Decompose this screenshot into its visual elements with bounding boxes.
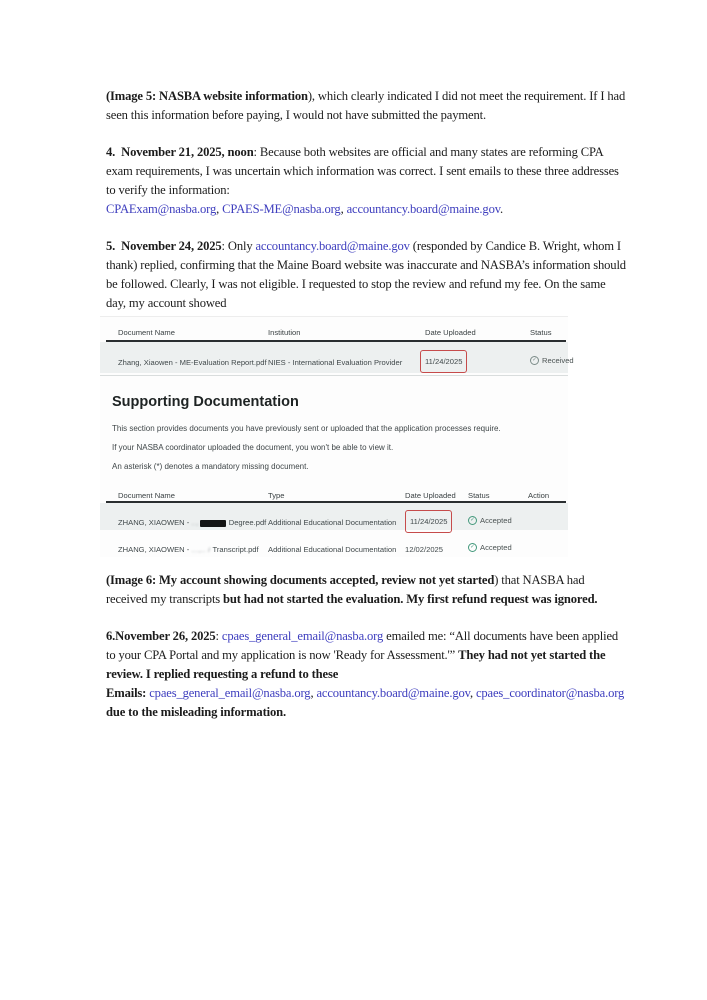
black-redaction-bar xyxy=(200,520,226,527)
email-link[interactable]: CPAExam@nasba.org xyxy=(106,202,217,216)
document-body xyxy=(106,87,626,740)
section-divider xyxy=(100,375,568,376)
document-name-text: Degree.pdf xyxy=(226,518,267,527)
text-segment: 4. November 21, 2025, noon xyxy=(106,145,254,159)
date-uploaded-cell: 11/24/2025 xyxy=(420,350,467,373)
email-link[interactable]: accountancy.board@maine.gov xyxy=(316,686,470,700)
text-segment: ), which clearly indicated I did not meet the requirement. If I had seen this information before paying, I would not have submitted the payment. xyxy=(106,89,626,122)
date-uploaded-cell: 11/24/2025 xyxy=(405,510,452,533)
account-screenshot xyxy=(100,316,574,557)
text-segment: They had not yet started the review. I replied requesting a refund to these xyxy=(106,648,606,681)
text-segment: , xyxy=(310,686,317,700)
status-cell xyxy=(468,538,512,557)
text-segment: emailed me: “All documents have been applied to your CPA Portal and my application is now 'Ready for Assessment.'” xyxy=(106,629,619,662)
type-cell: Additional Educational Documentation xyxy=(268,518,397,527)
type-cell: Additional Educational Documentation xyxy=(268,545,397,554)
check-circle-icon xyxy=(530,356,539,365)
text-segment: ) that NASBA had received my transcripts xyxy=(106,573,585,606)
text-segment: , xyxy=(216,202,223,216)
paragraphs-top xyxy=(106,87,626,313)
text-segment: (responded by Candice B. Wright, whom I thank) replied, confirming that the Maine Board website was inaccurate and NASBA’s information should be followed. Clearly, I was not eligible. I requested to stop the review and refund my fee. On the same day, my account showed xyxy=(106,239,626,310)
text-segment: , xyxy=(340,202,347,216)
para-item-6 xyxy=(106,627,626,722)
text-segment: Emails: xyxy=(106,686,147,700)
text-segment: : Because both websites are official and many states are reforming CPA exam requirements, I was uncertain which information was correct. I sent emails to these three addresses to verify the information: xyxy=(106,145,619,197)
email-link[interactable]: accountancy.board@maine.gov xyxy=(346,202,501,216)
paragraphs-bottom xyxy=(106,571,626,722)
text-segment: . xyxy=(500,202,504,216)
status-label: Accepted xyxy=(480,516,512,525)
column-header-document-name: Document Name xyxy=(118,491,175,500)
status-label: Received xyxy=(542,356,574,365)
document-name-cell xyxy=(118,513,266,533)
status-cell xyxy=(530,351,574,370)
column-header-status: Status xyxy=(468,491,490,500)
section-description-3: An asterisk (*) denotes a mandatory missing document. xyxy=(112,462,309,471)
text-segment: but had not started the evaluation. My first refund request was ignored. xyxy=(223,592,598,606)
text-segment: 5. November 24, 2025 xyxy=(106,239,222,253)
column-header-status: Status xyxy=(530,328,552,337)
text-segment: due to the misleading information. xyxy=(106,705,286,719)
email-link[interactable]: accountancy.board@maine.gov xyxy=(255,239,410,253)
text-segment: , xyxy=(469,686,476,700)
institution-cell: NIES - International Evaluation Provider xyxy=(268,358,403,367)
section-description-1: This section provides documents you have previously sent or uploaded that the application processes require. xyxy=(112,424,501,433)
document-name-text: ZHANG, XIAOWEN - xyxy=(118,518,192,527)
blurred-text: ...,.. / xyxy=(191,547,211,554)
para-image6-caption xyxy=(106,571,626,609)
document-name-cell: Zhang, Xiaowen - ME-Evaluation Report.pdf xyxy=(118,358,267,367)
text-segment: : xyxy=(215,629,222,643)
document-name-text: Transcript.pdf xyxy=(210,545,259,554)
blurred-text: .., xyxy=(191,520,199,527)
email-link[interactable]: CPAES-ME@nasba.org xyxy=(222,202,341,216)
column-header-date-uploaded: Date Uploaded xyxy=(405,491,456,500)
date-uploaded-cell: 12/02/2025 xyxy=(405,545,444,554)
para-item-5 xyxy=(106,237,626,313)
document-name-text: ZHANG, XIAOWEN - xyxy=(118,545,192,554)
column-header-institution: Institution xyxy=(268,328,301,337)
text-segment: (Image 6: My account showing documents accepted, review not yet started xyxy=(106,573,495,587)
para-image5-caption xyxy=(106,87,626,125)
status-cell xyxy=(468,511,512,530)
column-header-action: Action xyxy=(528,491,550,500)
text-segment: 6.November 26, 2025 xyxy=(106,629,216,643)
check-circle-icon xyxy=(468,516,477,525)
section-description-2: If your NASBA coordinator uploaded the document, you won't be able to view it. xyxy=(112,443,394,452)
email-link[interactable]: cpaes_coordinator@nasba.org xyxy=(475,686,625,700)
column-header-date-uploaded: Date Uploaded xyxy=(425,328,476,337)
column-header-type: Type xyxy=(268,491,285,500)
para-item-4 xyxy=(106,143,626,219)
column-header-document-name: Document Name xyxy=(118,328,175,337)
document-name-cell xyxy=(118,540,259,560)
section-title: Supporting Documentation xyxy=(112,394,299,410)
email-link[interactable]: cpaes_general_email@nasba.org xyxy=(149,686,311,700)
text-segment: : Only xyxy=(221,239,256,253)
email-link[interactable]: cpaes_general_email@nasba.org xyxy=(221,629,384,643)
status-label: Accepted xyxy=(480,543,512,552)
text-segment: (Image 5: NASBA website information xyxy=(106,89,308,103)
check-circle-icon xyxy=(468,543,477,552)
